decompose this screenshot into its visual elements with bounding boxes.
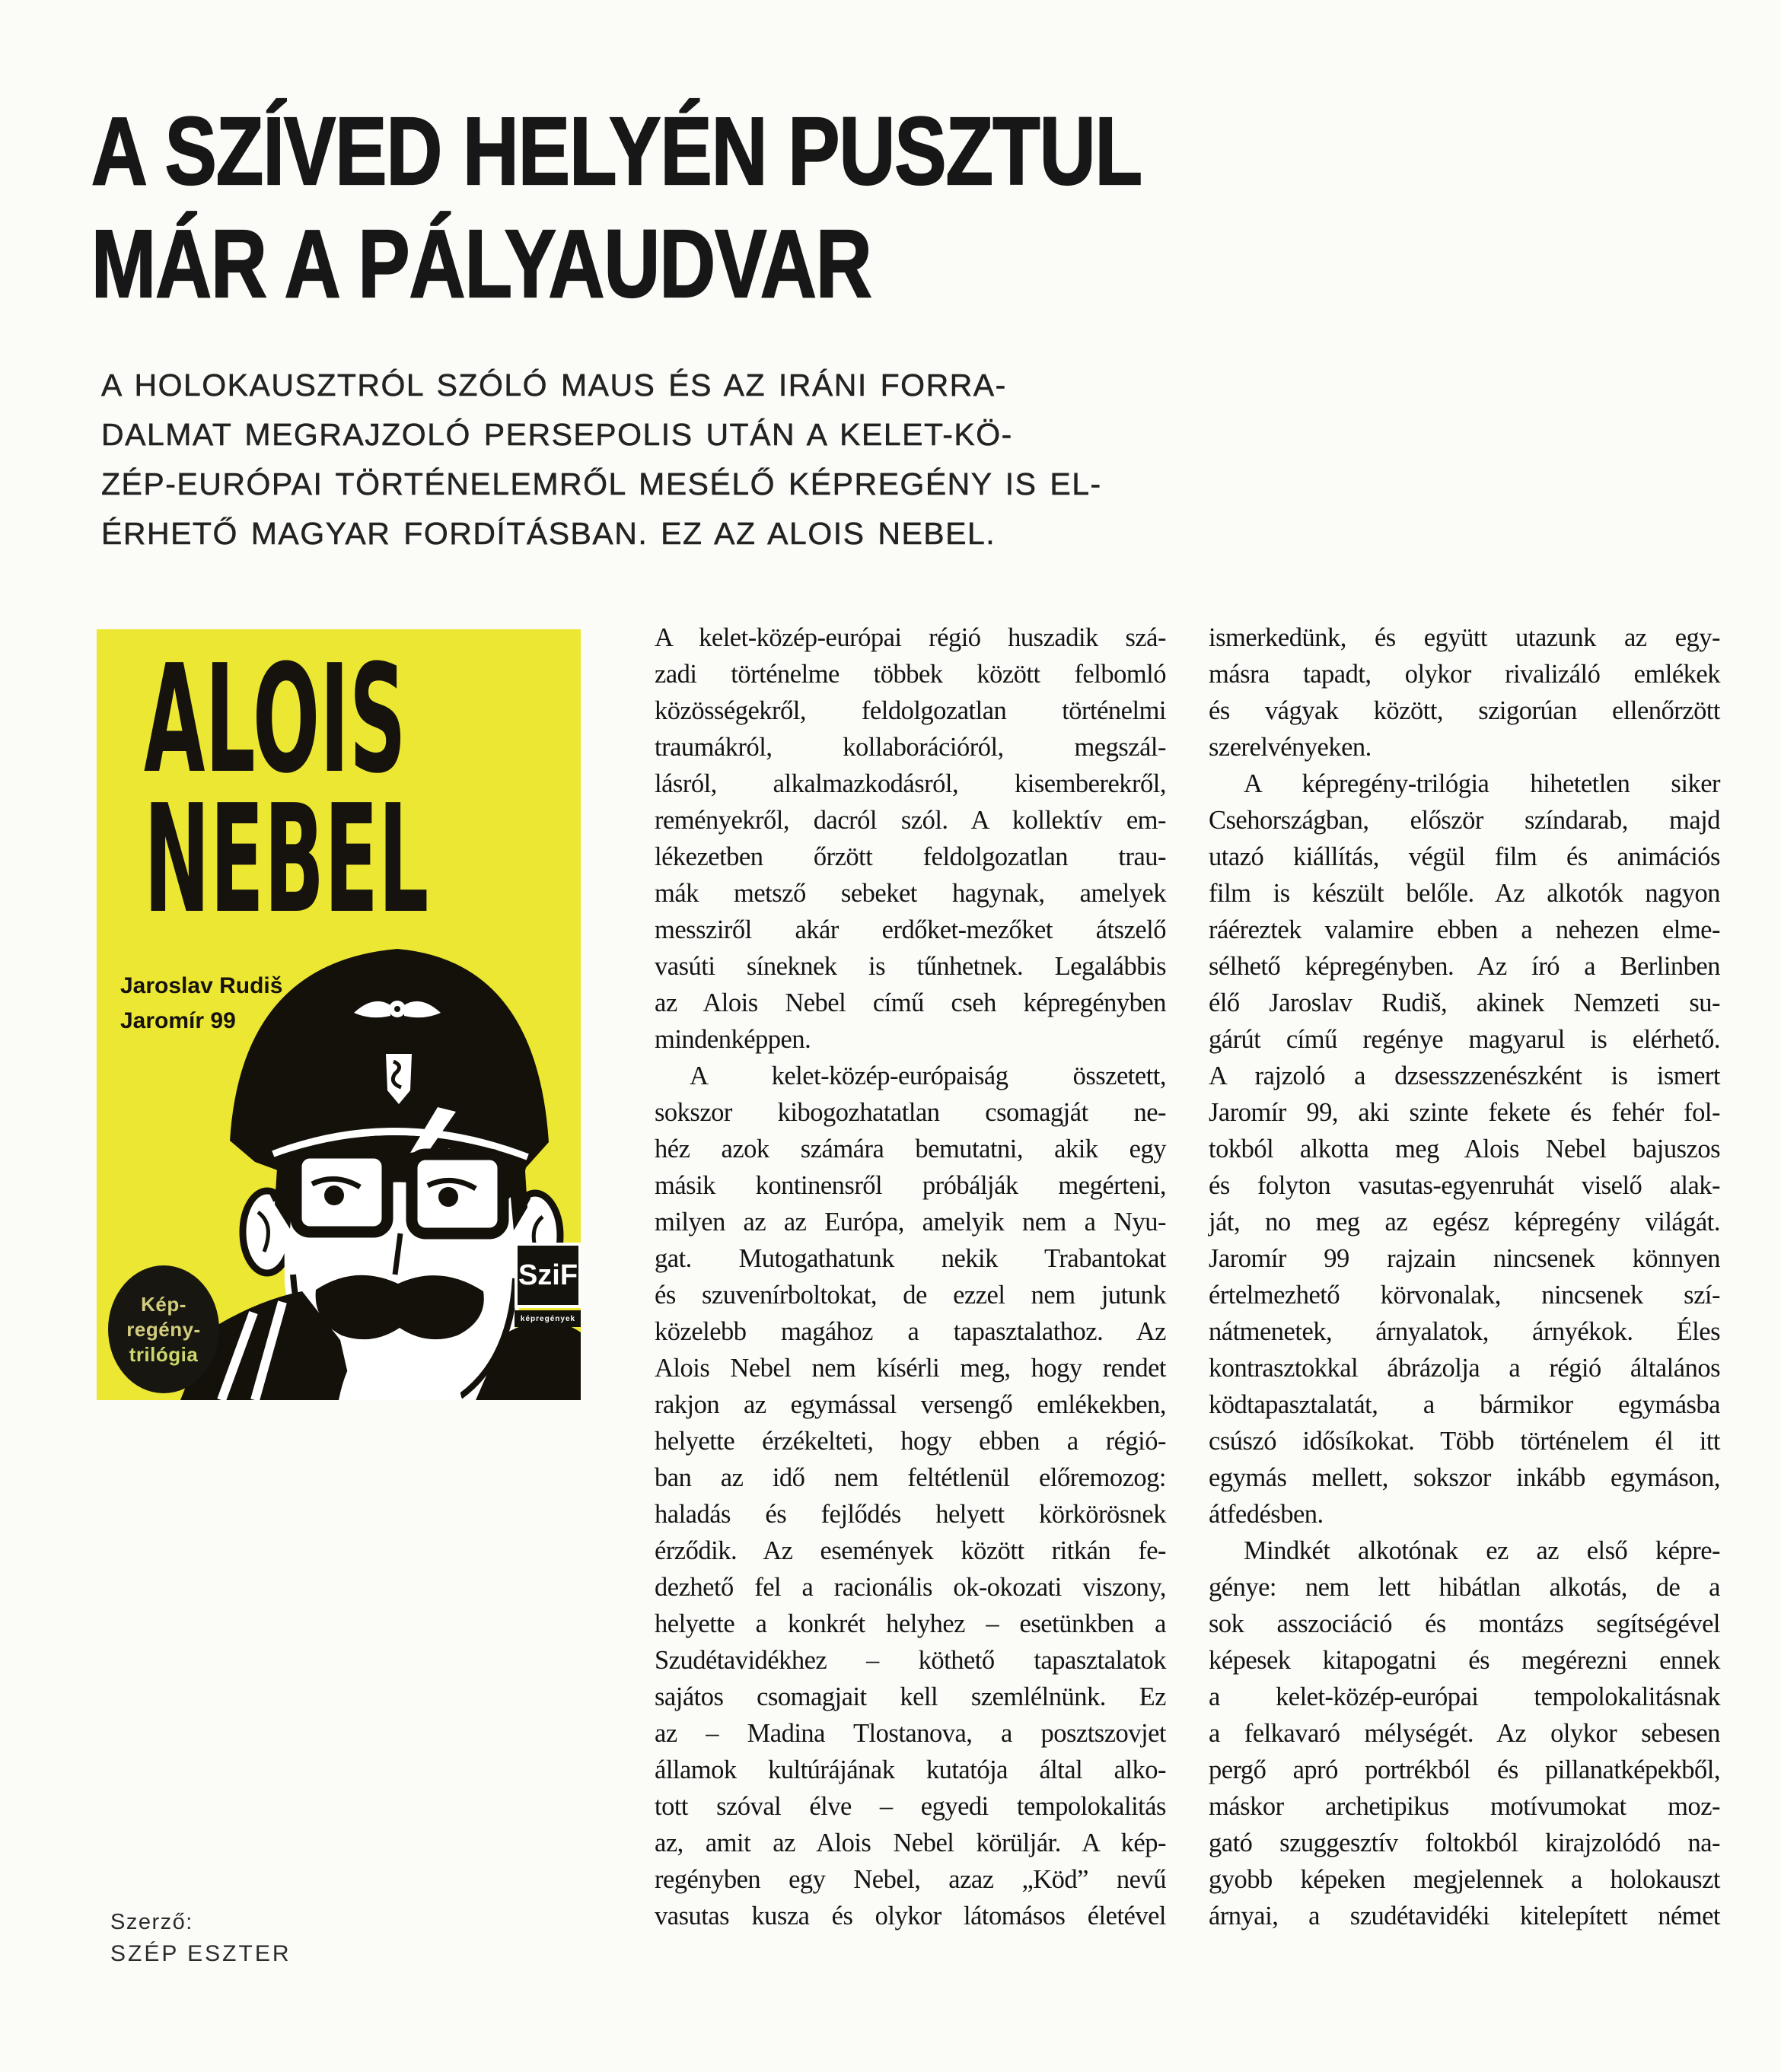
publisher-logo-box: SziF [515,1243,581,1308]
author-credit [110,1907,292,1971]
body-line: élő Jaroslav Rudiš, akinek Nemzeti su- [1209,988,1720,1017]
cover-title-line: NEBEL [144,773,429,947]
body-line: Szudétavidékhez – köthető tapasztalatok [655,1646,1166,1675]
body-line: érződik. Az események között ritkán fe- [655,1536,1166,1565]
lead-line: ZÉP-EURÓPAI TÖRTÉNELEMRŐL MESÉLŐ KÉPREGÉNY IS EL- [101,466,1102,501]
body-line: vasutas kusza és olykor látomásos életével [655,1902,1166,1930]
lead-line: DALMAT MEGRAJZOLÓ PERSEPOLIS UTÁN A KELET-KÖ- [101,417,1013,452]
book-cover [97,629,581,1400]
body-line: A kelet-közép-európaiság összetett, [690,1061,1166,1090]
publisher-logo [515,1243,581,1327]
body-line: ismerkedünk, és együtt utazunk az egy- [1209,623,1720,652]
body-line: máskor archetipikus motívumokat moz- [1209,1792,1720,1821]
body-line: reményekről, dacról szól. A kollektív em- [655,806,1166,835]
body-line: lékezetben őrzött feldolgozatlan trau- [655,842,1166,871]
body-line: ját, no meg az egész képregény világát. [1209,1208,1720,1237]
body-line: a felkavaró mélységét. Az olykor sebesen [1209,1719,1720,1748]
body-line: gató szuggesztív foltokból kirajzolódó na- [1209,1829,1720,1857]
body-line: másik kontinensről próbálják megérteni, [655,1171,1166,1200]
body-line: államok kultúrájának kutatója által alko- [655,1755,1166,1784]
body-line: az – Madina Tlostanova, a posztszovjet [655,1719,1166,1748]
body-line: Alois Nebel nem kísérli meg, hogy rendet [655,1354,1166,1383]
body-line: messziről akár erdőket-mezőket átszelő [655,915,1166,944]
body-line: helyette a konkrét helyhez – esetünkben a [655,1609,1166,1638]
body-line: Mindkét alkotónak ez az első képre- [1244,1536,1720,1565]
body-line: traumákról, kollaborációról, megszál- [655,733,1166,762]
body-line: az, amit az Alois Nebel körüljár. A kép- [655,1829,1166,1857]
body-line: gárút című regénye magyarul is elérhető. [1209,1025,1720,1054]
body-line: lásról, alkalmazkodásról, kisemberekről, [655,769,1166,798]
body-line: Jaromír 99 rajzain nincsenek könnyen [1209,1244,1720,1273]
body-line: árnyai, a szudétavidéki kitelepített német [1209,1902,1720,1930]
body-line: tott szóval élve – egyedi tempolokalitás [655,1792,1166,1821]
body-line: tokból alkotta meg Alois Nebel bajuszos [1209,1135,1720,1163]
article-column-2 [1209,619,1720,1934]
body-line: Csehországban, először színdarab, majd [1209,806,1720,835]
article-lead [101,361,1102,559]
body-line: egymás mellett, sokszor inkább egymáson, [1209,1463,1720,1492]
body-line: sokszor kibogozhatatlan csomagját ne- [655,1098,1166,1127]
body-line: génye: nem lett hibátlan alkotás, de a [1209,1573,1720,1602]
cover-title [144,633,429,947]
body-line: képesek kitapogatni és megérezni ennek [1209,1646,1720,1675]
headline-line: A SZÍVED HELYÉN PUSZTUL [91,97,1142,205]
body-line: film is készült belőle. Az alkotók nagyon [1209,879,1720,908]
body-line: és szuvenírboltokat, de ezzel nem jutunk [655,1281,1166,1310]
body-line: rakjon az egymással versengő emlékekben, [655,1390,1166,1419]
body-line: milyen az az Európa, amelyik nem a Nyu- [655,1208,1166,1237]
body-line: mák metsző sebeket hagynak, amelyek [655,879,1166,908]
body-line: helyette érzékelteti, hogy ebben a régió- [655,1427,1166,1456]
body-line: ban az idő nem feltétlenül előremozog: [655,1463,1166,1492]
lead-line: A HOLOKAUSZTRÓL SZÓLÓ MAUS ÉS AZ IRÁNI FORRA- [101,368,1007,403]
lead-line: ÉRHETŐ MAGYAR FORDÍTÁSBAN. EZ AZ ALOIS NEBEL. [101,516,996,551]
body-line: sajátos csomagjait kell szemlélnünk. Ez [655,1682,1166,1711]
body-line: szerelvényeken. [1209,733,1372,762]
body-line: utazó kiállítás, végül film és animációs [1209,842,1720,871]
author-credit-label: Szerző: [110,1910,193,1934]
body-line: értelmezhető körvonalak, nincsenek szí- [1209,1281,1720,1310]
body-line: átfedésben. [1209,1500,1324,1529]
body-line: kontrasztokkal ábrázolja a régió általános [1209,1354,1720,1383]
body-line: az Alois Nebel című cseh képregényben [655,988,1166,1017]
body-line: nátmenetek, árnyalatok, árnyékok. Éles [1209,1317,1720,1346]
body-line: ráéreztek valamire ebben a nehezen elme- [1209,915,1720,944]
cover-author: Jaroslav Rudiš [120,973,283,998]
body-line: gyobb képeken megjelennek a holokauszt [1209,1865,1720,1894]
cover-authors [120,969,282,1039]
badge-line: trilógia [129,1342,199,1366]
body-line: gat. Mutogathatunk nekik Trabantokat [655,1244,1166,1273]
body-line: a kelet-közép-európai tempolokalitásnak [1209,1682,1720,1711]
body-line: sok asszociáció és montázs segítségével [1209,1609,1720,1638]
body-line: közösségekről, feldolgozatlan történelmi [655,696,1166,725]
body-line: és folyton vasutas-egyenruhát viselő alak- [1209,1171,1720,1200]
body-line: közelebb magához a tapasztalathoz. Az [655,1317,1166,1346]
body-line: vasúti síneknek is tűnhetnek. Legalábbis [655,952,1166,981]
body-line: A kelet-közép-európai régió huszadik szá- [655,623,1166,652]
body-line: csúszó idősíkokat. Több történelem él itt [1209,1427,1720,1456]
body-line: ködtapasztalatát, a bármikor egymásba [1209,1390,1720,1419]
body-line: mindenképpen. [655,1025,811,1054]
article-headline [91,95,1142,320]
trilogy-badge [108,1265,219,1393]
cover-author: Jaromír 99 [120,1008,236,1033]
body-line: A képregény-trilógia hihetetlen siker [1244,769,1720,798]
body-line: dezhető fel a racionális ok-okozati viszony, [655,1573,1166,1602]
article-column-1 [655,619,1166,1934]
body-line: haladás és fejlődés helyett körkörösnek [655,1500,1166,1529]
body-line: másra tapadt, olykor rivalizáló emlékek [1209,660,1720,689]
body-line: A rajzoló a dzsesszzenészként is ismert [1209,1061,1720,1090]
author-credit-name: SZÉP ESZTER [110,1941,292,1966]
body-line: regényben egy Nebel, azaz „Köd” nevű [655,1865,1166,1894]
body-line: héz azok számára bemutatni, akik egy [655,1135,1166,1163]
body-line: és vágyak között, szigorúan ellenőrzött [1209,696,1720,725]
badge-line: regény- [126,1317,201,1341]
body-line: sélhető képregényben. Az író a Berlinben [1209,952,1720,981]
body-line: Jaromír 99, aki szinte fekete és fehér fol- [1209,1098,1720,1127]
headline-line: MÁR A PÁLYAUDVAR [91,210,871,317]
badge-line: Kép- [141,1292,186,1316]
body-line: pergő apró portrékból és pillanatképekből, [1209,1755,1720,1784]
cover-title-line: ALOIS [144,633,406,807]
publisher-logo-subtitle: képregények [515,1310,581,1327]
body-line: zadi történelme többek között felbomló [655,660,1166,689]
